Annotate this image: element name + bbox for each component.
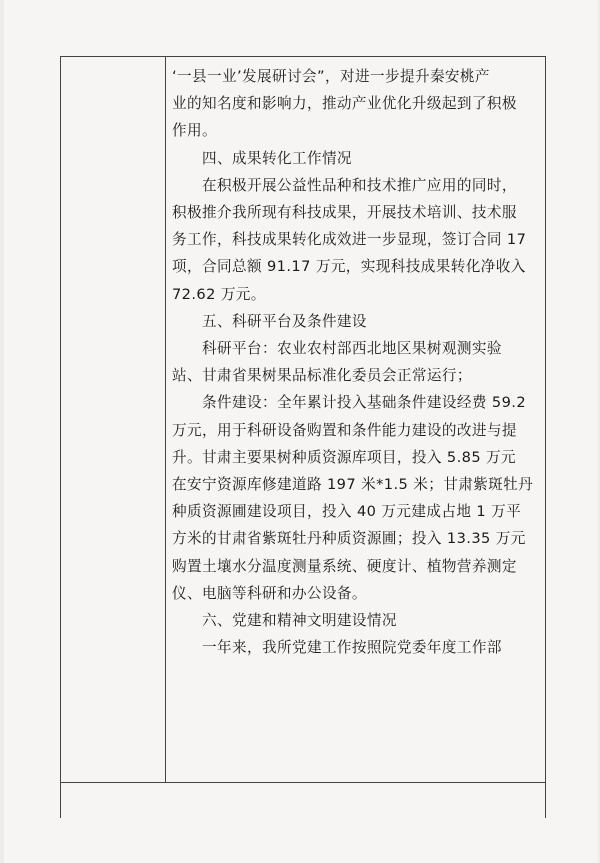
- text-line: 务工作，科技成果转化成效进一步显现，签订合同 17: [172, 231, 527, 249]
- text-line: 万元，用于科研设备购置和条件能力建设的改进与提: [172, 421, 517, 439]
- table-border-left: [60, 56, 61, 818]
- table-border-bottom: [60, 782, 545, 783]
- section-heading-5: 五、科研平台及条件建设: [172, 312, 367, 330]
- section-heading-6: 六、党建和精神文明建设情况: [172, 612, 397, 630]
- text-line: 升。甘肃主要果树种质资源库项目，投入 5.85 万元: [172, 448, 517, 466]
- text-line: 科研平台：农业农村部西北地区果树观测实验: [172, 340, 502, 358]
- text-line: 方米的甘肃省紫斑牡丹种质资源圃；投入 13.35 万元: [172, 530, 526, 548]
- table-border-right: [545, 56, 546, 818]
- table-column-divider: [165, 56, 166, 782]
- text-line: 72.62 万元。: [172, 285, 266, 303]
- text-line: 条件建设：全年累计投入基础条件建设经费 59.2: [172, 394, 527, 412]
- text-line: ‘一县一业’发展研讨会”，对进一步提升秦安桃产: [172, 68, 490, 85]
- text-line: 在安宁资源库修建道路 197 米*1.5 米；甘肃紫斑牡丹: [172, 476, 534, 494]
- text-line: 种质资源圃建设项目，投入 40 万元建成占地 1 万平: [172, 503, 522, 521]
- text-line: 项，合同总额 91.17 万元，实现科技成果转化净收入: [172, 258, 526, 276]
- text-line: 积极推介我所现有科技成果，开展技术培训、技术服: [172, 204, 517, 222]
- text-line: 仪、电脑等科研和办公设备。: [172, 584, 367, 602]
- text-line: 业的知名度和影响力，推动产业优化升级起到了积极: [172, 95, 517, 113]
- text-line: 作用。: [172, 122, 217, 140]
- text-line: 站、甘肃省果树果品标准化委员会正常运行；: [172, 367, 472, 385]
- text-line: 一年来，我所党建工作按照院党委年度工作部: [172, 639, 502, 657]
- report-body: [172, 63, 538, 661]
- text-line: 购置土壤水分温度测量系统、硬度计、植物营养测定: [172, 557, 517, 575]
- text-line: 在积极开展公益性品种和技术推广应用的同时，: [172, 176, 517, 194]
- table-border-top: [60, 56, 545, 57]
- section-heading-4: 四、成果转化工作情况: [172, 149, 352, 167]
